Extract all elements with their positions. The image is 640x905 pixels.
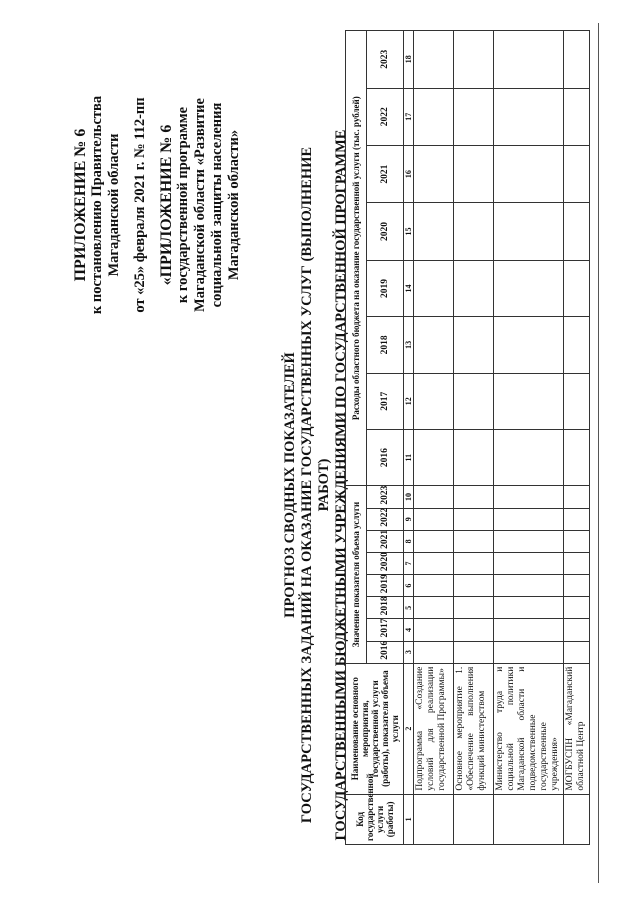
col-number: 5	[404, 597, 414, 619]
year-header: 2023	[367, 486, 404, 508]
year-header: 2019	[367, 575, 404, 597]
appendix-date: от «25» февраля 2021 г. № 112-пп	[132, 97, 148, 313]
year-header: 2020	[367, 203, 404, 260]
col-number: 17	[404, 88, 414, 145]
col-number: 11	[404, 429, 414, 485]
table-row	[414, 31, 454, 845]
col-number: 10	[404, 486, 414, 508]
table-row	[454, 31, 494, 845]
page-edge-line	[598, 23, 599, 883]
col-number: 14	[404, 260, 414, 316]
table-row	[564, 31, 590, 845]
col-number: 6	[404, 575, 414, 597]
year-header: 2017	[367, 619, 404, 641]
appendix-line: к постановлению Правительства	[89, 95, 105, 315]
row-code	[454, 794, 494, 844]
year-header: 2020	[367, 552, 404, 574]
year-header: 2021	[367, 145, 404, 202]
col-number: 12	[404, 373, 414, 429]
header-name: Наименование основного мероприятия, государственной услуги (работы), показателя объема услуги	[346, 663, 404, 794]
year-header: 2019	[367, 260, 404, 316]
header-volume-group: Значение показателя объема услуги	[346, 486, 367, 663]
title-line: ПРОГНОЗ СВОДНЫХ ПОКАЗАТЕЛЕЙ	[282, 352, 298, 618]
appendix-line: к государственной программе	[175, 106, 191, 304]
year-header: 2018	[367, 597, 404, 619]
col-number: 2	[404, 663, 414, 794]
appendix-number: ПРИЛОЖЕНИЕ № 6	[72, 128, 89, 282]
title-line: ГОСУДАРСТВЕННЫМИ БЮДЖЕТНЫМИ УЧРЕЖДЕНИЯМИ ПО ГОСУДАРСТВЕННОЙ ПРОГРАММЕ	[333, 129, 349, 841]
row-code	[494, 794, 564, 844]
col-number: 9	[404, 508, 414, 530]
col-number: 15	[404, 203, 414, 260]
title-line: ГОСУДАРСТВЕННЫХ ЗАДАНИЙ НА ОКАЗАНИЕ ГОСУДАРСТВЕННЫХ УСЛУГ (ВЫПОЛНЕНИЕ РАБОТ)	[299, 146, 332, 824]
forecast-table	[345, 30, 590, 845]
year-header: 2017	[367, 373, 404, 429]
appendix-ref-number: «ПРИЛОЖЕНИЕ № 6	[158, 124, 175, 286]
appendix-line: Магаданской области «Развитие	[192, 98, 208, 312]
col-number: 16	[404, 145, 414, 202]
row-code	[414, 794, 454, 844]
header-expenses-group: Расходы областного бюджета на оказание государственной услуги (тыс. рублей)	[346, 31, 367, 486]
appendix-line: Магаданской области	[106, 133, 122, 277]
col-number: 3	[404, 641, 414, 663]
row-name: МОГБУСПН «Магаданский областной Центр	[564, 663, 590, 794]
row-name: Подпрограмма «Создание условий для реализации государственной Программы»	[414, 663, 454, 794]
col-number: 7	[404, 552, 414, 574]
year-header: 2022	[367, 508, 404, 530]
appendix-line: социальной защиты населения	[209, 102, 225, 308]
row-name: Основное мероприятие 1. «Обеспечение выполнения функций министерством	[454, 663, 494, 794]
year-header: 2016	[367, 641, 404, 663]
appendix-block	[72, 25, 243, 385]
row-code	[564, 794, 590, 844]
header-code: Код государственной услуги (работы)	[346, 794, 404, 844]
year-header: 2016	[367, 429, 404, 485]
col-number: 18	[404, 31, 414, 89]
col-number: 8	[404, 530, 414, 552]
year-header: 2021	[367, 530, 404, 552]
appendix-line: Магаданской области»	[226, 129, 242, 281]
col-number: 1	[404, 794, 414, 844]
col-number: 13	[404, 317, 414, 373]
year-header: 2018	[367, 317, 404, 373]
year-header: 2022	[367, 88, 404, 145]
year-header: 2023	[367, 31, 404, 89]
col-number: 4	[404, 619, 414, 641]
table-row	[494, 31, 564, 845]
row-name: Министерство труда и социальной политики Магаданской области и подведомственные государственные учреждения»	[494, 663, 564, 794]
document-title	[282, 125, 350, 845]
